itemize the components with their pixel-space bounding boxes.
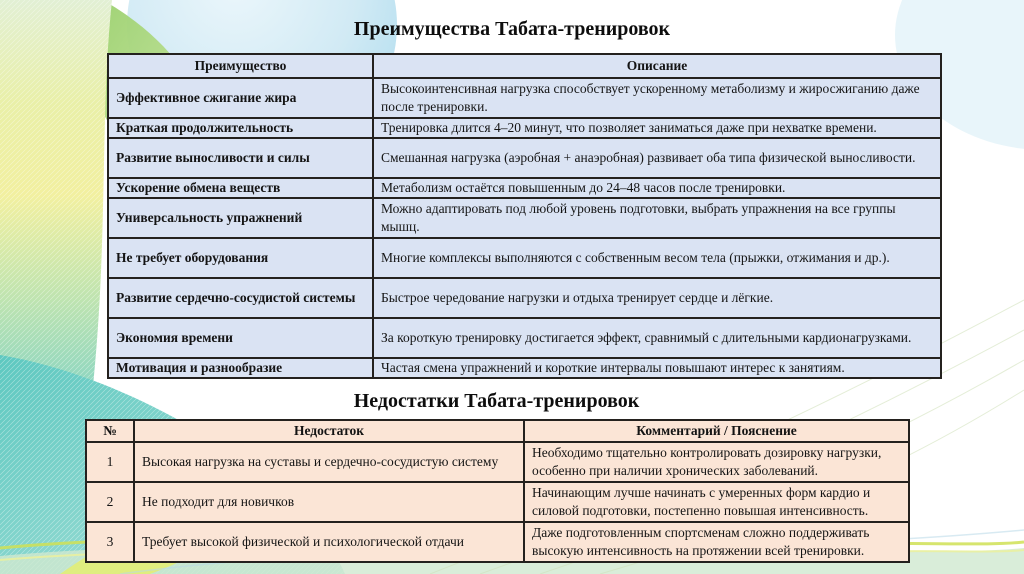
- description-cell: Быстрое чередование нагрузки и отдыха тренирует сердце и лёгкие.: [373, 278, 941, 318]
- table-row: [86, 482, 909, 522]
- advantages-header-row: [108, 54, 941, 78]
- advantage-cell: Краткая продолжительность: [108, 118, 373, 138]
- advantage-cell: Ускорение обмена веществ: [108, 178, 373, 198]
- description-cell: Многие комплексы выполняются с собственным весом тела (прыжки, отжимания и др.).: [373, 238, 941, 278]
- table-row: [86, 522, 909, 562]
- disadvantages-header-comment: Комментарий / Пояснение: [524, 420, 909, 442]
- comment-cell: Даже подготовленным спортсменам сложно поддерживать высокую интенсивность на протяжении всей тренировки.: [524, 522, 909, 562]
- table-row: [108, 138, 941, 178]
- num-cell: 1: [86, 442, 134, 482]
- table-row: [108, 278, 941, 318]
- comment-cell: Начинающим лучше начинать с умеренных форм кардио и силовой подготовки, постепенно повышая интенсивность.: [524, 482, 909, 522]
- description-cell: Метаболизм остаётся повышенным до 24–48 часов после тренировки.: [373, 178, 941, 198]
- disadvantages-header-row: [86, 420, 909, 442]
- description-cell: Можно адаптировать под любой уровень подготовки, выбрать упражнения на все группы мышц.: [373, 198, 941, 238]
- table-row: [108, 78, 941, 118]
- advantages-table: [107, 53, 942, 379]
- table-row: [108, 198, 941, 238]
- table-row: [108, 178, 941, 198]
- advantages-header-description: Описание: [373, 54, 941, 78]
- advantage-cell: Эффективное сжигание жира: [108, 78, 373, 118]
- advantage-cell: Универсальность упражнений: [108, 198, 373, 238]
- description-cell: Тренировка длится 4–20 минут, что позволяет заниматься даже при нехватке времени.: [373, 118, 941, 138]
- disadvantage-cell: Высокая нагрузка на суставы и сердечно-сосудистую систему: [134, 442, 524, 482]
- advantage-cell: Мотивация и разнообразие: [108, 358, 373, 378]
- num-cell: 3: [86, 522, 134, 562]
- description-cell: Смешанная нагрузка (аэробная + анаэробная) развивает оба типа физической выносливости.: [373, 138, 941, 178]
- advantage-cell: Экономия времени: [108, 318, 373, 358]
- advantage-cell: Развитие сердечно-сосудистой системы: [108, 278, 373, 318]
- disadvantages-header-num: №: [86, 420, 134, 442]
- comment-cell: Необходимо тщательно контролировать дозировку нагрузки, особенно при наличии хронических заболеваний.: [524, 442, 909, 482]
- num-cell: 2: [86, 482, 134, 522]
- description-cell: Высокоинтенсивная нагрузка способствует ускоренному метаболизму и жиросжиганию даже после тренировки.: [373, 78, 941, 118]
- table-row: [86, 442, 909, 482]
- table-row: [108, 318, 941, 358]
- table-row: [108, 118, 941, 138]
- table-row: [108, 238, 941, 278]
- disadvantages-title: Недостатки Табата-тренировок: [353, 390, 640, 412]
- table-row: [108, 358, 941, 378]
- advantages-title: Преимущества Табата-тренировок: [353, 18, 671, 40]
- advantage-cell: Не требует оборудования: [108, 238, 373, 278]
- disadvantage-cell: Требует высокой физической и психологической отдачи: [134, 522, 524, 562]
- disadvantage-cell: Не подходит для новичков: [134, 482, 524, 522]
- description-cell: Частая смена упражнений и короткие интервалы повышают интерес к занятиям.: [373, 358, 941, 378]
- advantages-header-advantage: Преимущество: [108, 54, 373, 78]
- description-cell: За короткую тренировку достигается эффект, сравнимый с длительными кардионагрузками.: [373, 318, 941, 358]
- disadvantages-table: [85, 419, 910, 563]
- advantage-cell: Развитие выносливости и силы: [108, 138, 373, 178]
- disadvantages-header-disadvantage: Недостаток: [134, 420, 524, 442]
